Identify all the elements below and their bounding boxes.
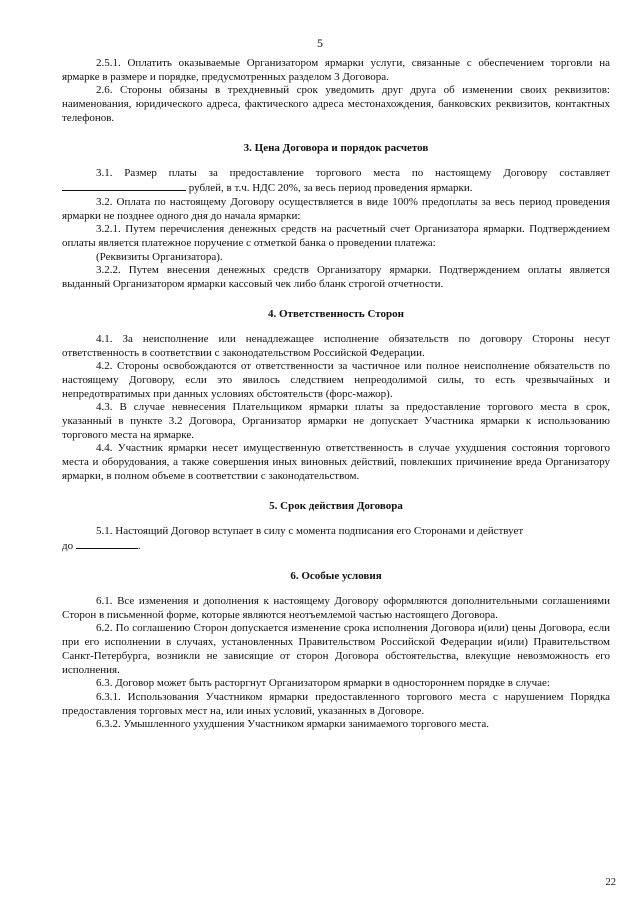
clause-3-1 xyxy=(62,167,610,196)
clause-6-2: 6.2. По соглашению Сторон допускается изменение срока исполнения Договора и(или) цены Договора, если при его исполнении в случаях, установленных Правительством Российской Федерации и(или) Правительством Санкт-Петербурга, возникли не зависящие от сторон Договора обстоятельства, влекущие невозможность его исполнения. xyxy=(62,622,610,676)
document-body xyxy=(62,57,610,732)
page-number-bottom: 22 xyxy=(605,877,616,888)
page-number-top: 5 xyxy=(317,36,323,50)
clause-5-1-term xyxy=(62,538,610,554)
section-heading-4: 4. Ответственность Сторон xyxy=(268,307,404,320)
clause-6-3-1: 6.3.1. Использования Участником ярмарки предоставленного торгового места с нарушением Порядка предоставления торговых мест на, или иных условий, указанных в Договоре. xyxy=(62,690,610,717)
section-heading-5: 5. Срок действия Договора xyxy=(269,499,403,512)
clause-5-1: 5.1. Настоящий Договор вступает в силу с момента подписания его Сторонами и действует xyxy=(96,524,524,537)
term-end: . xyxy=(137,540,141,553)
clause-6-3-2: 6.3.2. Умышленного ухудшения Участником ярмарки занимаемого торгового места. xyxy=(96,718,489,731)
term-prefix: до xyxy=(62,540,74,553)
clause-2-6: 2.6. Стороны обязаны в трехдневный срок уведомить друг друга об изменении своих реквизитов: наименования, юридического адреса, фактического адреса местонахождения, банковских реквизитов, контактных телефонов. xyxy=(62,84,610,124)
clause-4-3: 4.3. В случае невнесения Плательщиком ярмарки платы за предоставление торгового места в срок, указанный в пункте 3.2 Договора, Организатор ярмарки не допускает Участника ярмарки к использованию торгового места на ярмарке. xyxy=(62,401,610,441)
clause-3-2-1: 3.2.1. Путем перечисления денежных средств на расчетный счет Организатора ярмарки. Подтверждением оплаты является платежное поручение с отметкой банка о проведении платежа: xyxy=(62,223,610,250)
price-blank-line xyxy=(62,180,186,191)
clause-4-4: 4.4. Участник ярмарки несет имущественную ответственность в случае ухудшения состояния торгового места и оборудования, а также совершения иных виновных действий, повлекших причинение вреда Организатору ярмарки, в полном объеме в соответствии с законодательством. xyxy=(62,442,610,482)
clause-3-2-2: 3.2.2. Путем внесения денежных средств Организатору ярмарки. Подтверждением оплаты является выданный Организатором ярмарки кассовый чек либо бланк строгой отчетности. xyxy=(62,264,610,291)
clause-2-5-1: 2.5.1. Оплатить оказываемые Организатором ярмарки услуги, связанные с обеспечением торговли на ярмарке в размере и порядке, предусмотренных разделом 3 Договора. xyxy=(62,57,610,83)
clause-4-1: 4.1. За неисполнение или ненадлежащее исполнение обязательств по договору Стороны несут ответственность в соответствии с законодательством Российской Федерации. xyxy=(62,332,610,359)
clause-6-3: 6.3. Договор может быть расторгнут Организатором ярмарки в одностороннем порядке в случае: xyxy=(96,677,550,690)
term-blank-line xyxy=(76,538,138,549)
clause-3-1-text-end: рублей, в т.ч. НДС 20%, за весь период проведения ярмарки. xyxy=(188,182,473,195)
clause-3-2: 3.2. Оплата по настоящему Договору осуществляется в виде 100% предоплаты за весь период проведения ярмарки не позднее одного дня до начала ярмарки: xyxy=(62,195,610,222)
clause-4-2: 4.2. Стороны освобождаются от ответственности за частичное или полное неисполнение обязательств по настоящему Договору, если это явилось следствием непреодолимой силы, то есть чрезвычайных и непредотвратимых при данных условиях обстоятельств (форс-мажор). xyxy=(62,360,610,400)
clause-6-1: 6.1. Все изменения и дополнения к настоящему Договору оформляются дополнительными соглашениями Сторон в письменной форме, которые являются неотъемлемой частью настоящего Договора. xyxy=(62,594,610,621)
clause-3-1-text: 3.1. Размер платы за предоставление торгового места по настоящему Договору составляет xyxy=(96,166,610,179)
organizer-requisites: (Реквизиты Организатора). xyxy=(96,250,223,263)
section-heading-3: 3. Цена Договора и порядок расчетов xyxy=(243,141,429,154)
section-heading-6: 6. Особые условия xyxy=(290,569,382,582)
